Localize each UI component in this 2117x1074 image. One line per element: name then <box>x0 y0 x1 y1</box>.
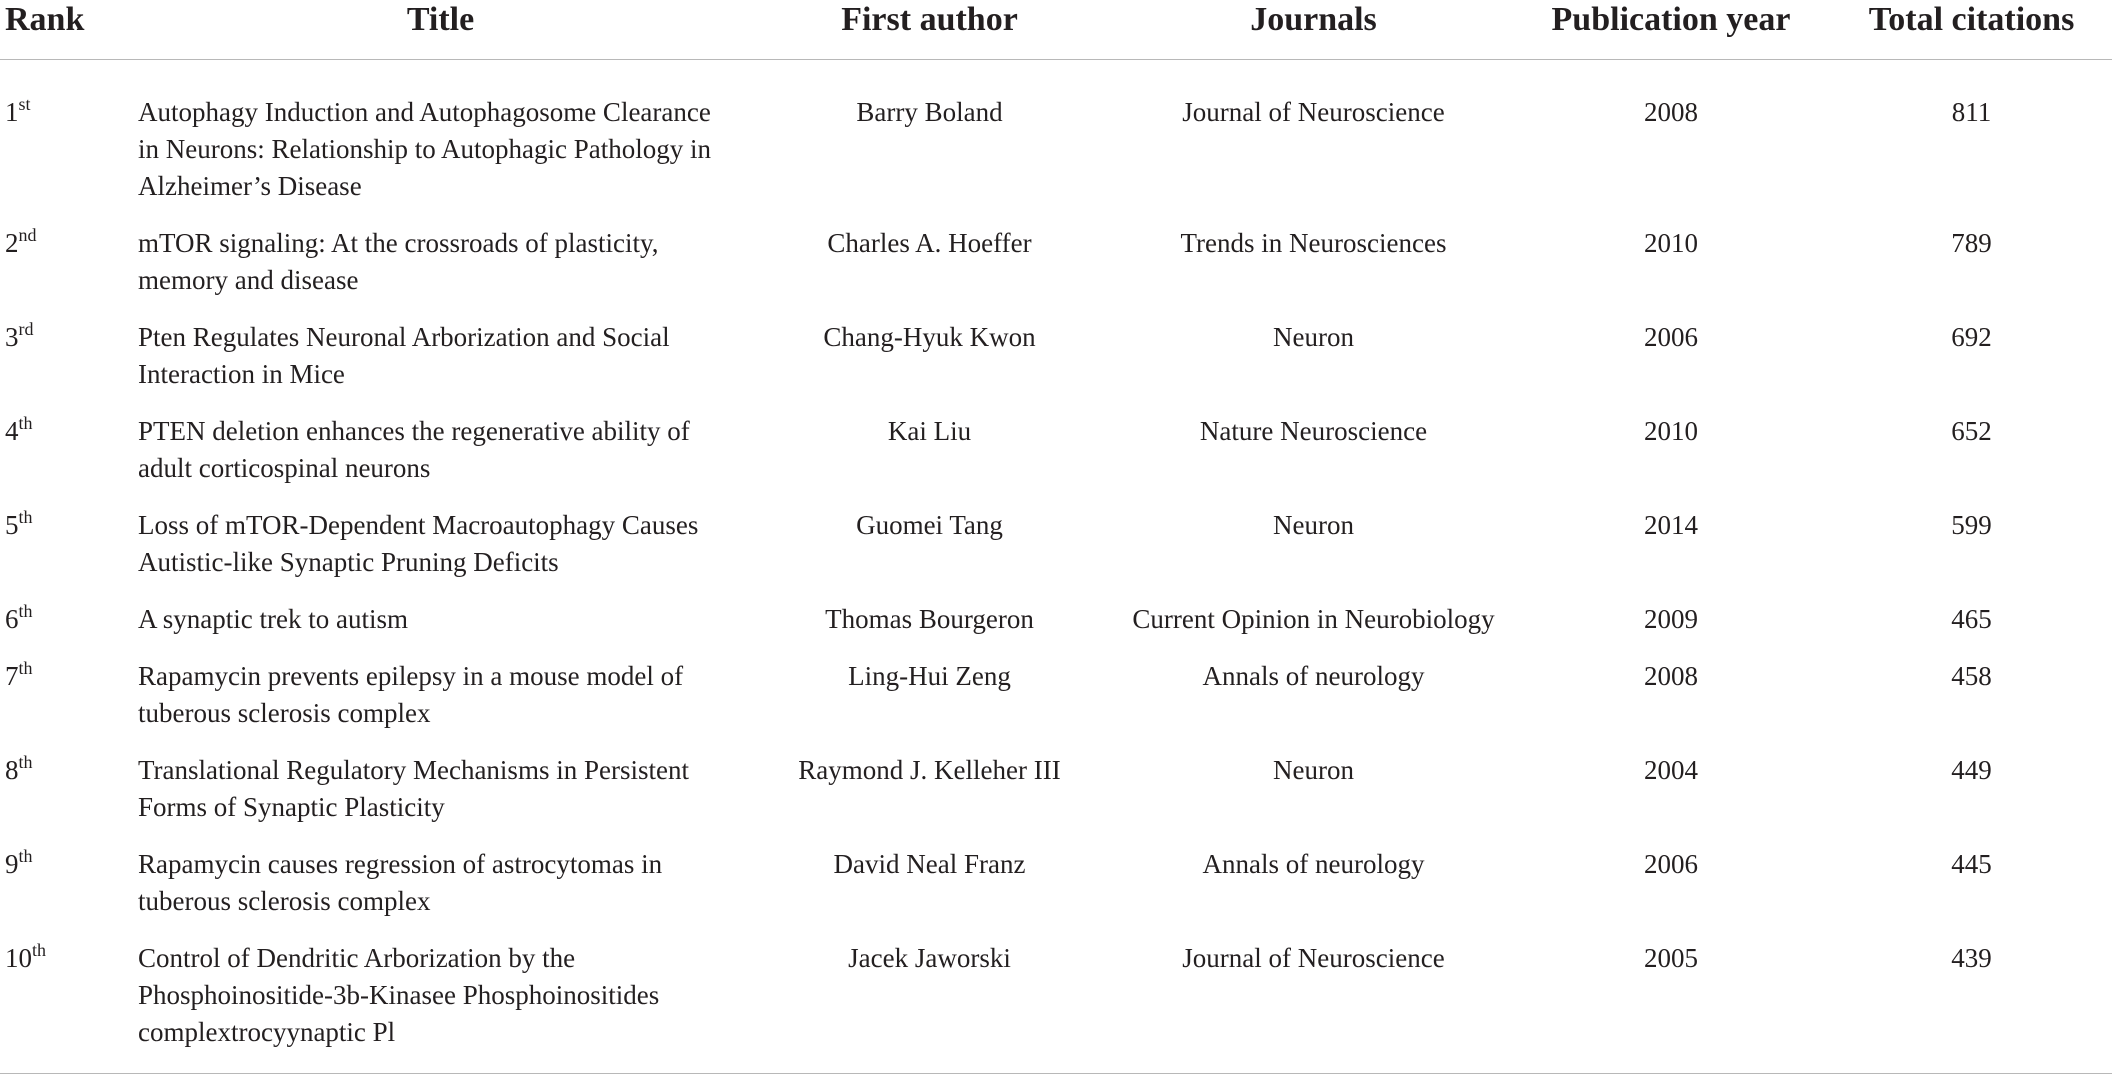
rank-number: 2 <box>5 228 19 258</box>
header-title: Title <box>138 0 743 60</box>
journal-cell: Journal of Neuroscience <box>1116 926 1511 1074</box>
rank-number: 4 <box>5 416 19 446</box>
rank-cell <box>0 493 138 587</box>
rank-suffix: th <box>18 601 33 621</box>
publication-year-cell: 2006 <box>1644 322 1698 352</box>
title-cell: Rapamycin causes regression of astrocytomas in tuberous sclerosis complex <box>138 849 663 916</box>
journal-cell: Annals of neurology <box>1202 849 1425 879</box>
journal-cell: Nature Neuroscience <box>1199 416 1428 446</box>
first-author-cell: Charles A. Hoeffer <box>827 228 1032 258</box>
rank-cell <box>0 587 138 644</box>
first-author-cell: Kai Liu <box>887 416 972 446</box>
total-citations-cell: 449 <box>1951 755 1992 785</box>
table-header <box>0 0 2112 60</box>
rank-number: 7 <box>5 661 19 691</box>
header-publication-year: Publication year <box>1511 0 1831 60</box>
rank-suffix: th <box>18 507 33 527</box>
publication-year-cell: 2010 <box>1644 228 1698 258</box>
journal-cell: Journal of Neuroscience <box>1182 97 1445 127</box>
rank-number: 6 <box>5 604 19 634</box>
table-row <box>0 926 2112 1074</box>
title-cell: Control of Dendritic Arborization by the Phosphoinositide-3b-Kinasee Phosphoinositides complextrocyynaptic Pl <box>138 926 743 1074</box>
rank-cell <box>0 926 138 1074</box>
table-row <box>0 399 2112 493</box>
rank-suffix: rd <box>18 319 34 339</box>
rank-number: 9 <box>5 849 19 879</box>
total-citations-cell: 652 <box>1951 416 1992 446</box>
table-row <box>0 211 2112 305</box>
total-citations-cell: 811 <box>1951 97 1992 127</box>
header-first-author: First author <box>743 0 1116 60</box>
first-author-cell: Guomei Tang <box>856 510 1003 540</box>
journal-cell: Current Opinion in Neurobiology <box>1132 604 1495 634</box>
table-row <box>0 493 2112 587</box>
total-citations-cell: 458 <box>1951 661 1992 691</box>
table-row <box>0 60 2112 212</box>
rank-cell <box>0 738 138 832</box>
rank-suffix: th <box>18 752 33 772</box>
title-cell: Translational Regulatory Mechanisms in Persistent Forms of Synaptic Plasticity <box>138 755 689 822</box>
rank-suffix: th <box>18 846 33 866</box>
title-cell: Autophagy Induction and Autophagosome Clearance in Neurons: Relationship to Autophagic Pathology in Alzheimer’s Disease <box>138 97 711 201</box>
rank-suffix: nd <box>18 225 37 245</box>
journal-cell: Neuron <box>1273 322 1354 352</box>
publication-year-cell: 2004 <box>1644 755 1698 785</box>
journal-cell: Annals of neurology <box>1202 661 1425 691</box>
rank-cell <box>0 399 138 493</box>
publication-year-cell: 2006 <box>1644 849 1698 879</box>
publication-year-cell: 2010 <box>1644 416 1698 446</box>
publication-year-cell: 2009 <box>1644 604 1698 634</box>
total-citations-cell: 599 <box>1951 510 1992 540</box>
publication-year-cell: 2008 <box>1644 661 1698 691</box>
rank-number: 10 <box>5 943 32 973</box>
journal-cell: Trends in Neurosciences <box>1180 228 1447 258</box>
header-journals: Journals <box>1116 0 1511 60</box>
publication-year-cell: 2008 <box>1644 97 1698 127</box>
rank-cell <box>0 832 138 926</box>
header-row <box>0 0 2112 60</box>
total-citations-cell: 789 <box>1951 228 1992 258</box>
title-cell: PTEN deletion enhances the regenerative ability of adult corticospinal neurons <box>138 416 690 483</box>
total-citations-cell: 445 <box>1951 849 1992 879</box>
rank-number: 1 <box>5 97 19 127</box>
rank-cell <box>0 305 138 399</box>
title-cell: Rapamycin prevents epilepsy in a mouse model of tuberous sclerosis complex <box>138 661 684 728</box>
title-cell: mTOR signaling: At the crossroads of plasticity, memory and disease <box>138 228 659 295</box>
rank-number: 8 <box>5 755 19 785</box>
rank-suffix: st <box>18 94 31 114</box>
table-row <box>0 832 2112 926</box>
title-cell: A synaptic trek to autism <box>138 604 408 634</box>
total-citations-cell: 692 <box>1951 322 1992 352</box>
title-cell: Loss of mTOR-Dependent Macroautophagy Causes Autistic-like Synaptic Pruning Deficits <box>138 510 699 577</box>
table-row <box>0 644 2112 738</box>
rank-cell <box>0 60 138 212</box>
table-row <box>0 738 2112 832</box>
publication-year-cell: 2005 <box>1511 926 1831 1074</box>
first-author-cell: Raymond J. Kelleher III <box>798 755 1061 785</box>
first-author-cell: Thomas Bourgeron <box>825 604 1034 634</box>
rank-suffix: th <box>18 658 33 678</box>
rank-number: 5 <box>5 510 19 540</box>
first-author-cell: Chang-Hyuk Kwon <box>823 322 1036 352</box>
first-author-cell: Ling-Hui Zeng <box>848 661 1011 691</box>
rank-number: 3 <box>5 322 19 352</box>
header-total-citations: Total citations <box>1831 0 2112 60</box>
journal-cell: Neuron <box>1273 510 1354 540</box>
rank-suffix: th <box>32 940 47 960</box>
publication-year-cell: 2014 <box>1644 510 1698 540</box>
total-citations-cell: 465 <box>1951 604 1992 634</box>
first-author-cell: Jacek Jaworski <box>743 926 1116 1074</box>
header-rank: Rank <box>0 0 138 60</box>
total-citations-cell: 439 <box>1831 926 2112 1074</box>
journal-cell: Neuron <box>1273 755 1354 785</box>
first-author-cell: Barry Boland <box>856 97 1003 127</box>
rank-cell <box>0 644 138 738</box>
title-cell: Pten Regulates Neuronal Arborization and Social Interaction in Mice <box>138 322 670 389</box>
table-body <box>0 60 2112 1074</box>
rank-cell <box>0 211 138 305</box>
rank-suffix: th <box>18 413 33 433</box>
table-row <box>0 305 2112 399</box>
table-row <box>0 587 2112 644</box>
first-author-cell: David Neal Franz <box>833 849 1026 879</box>
